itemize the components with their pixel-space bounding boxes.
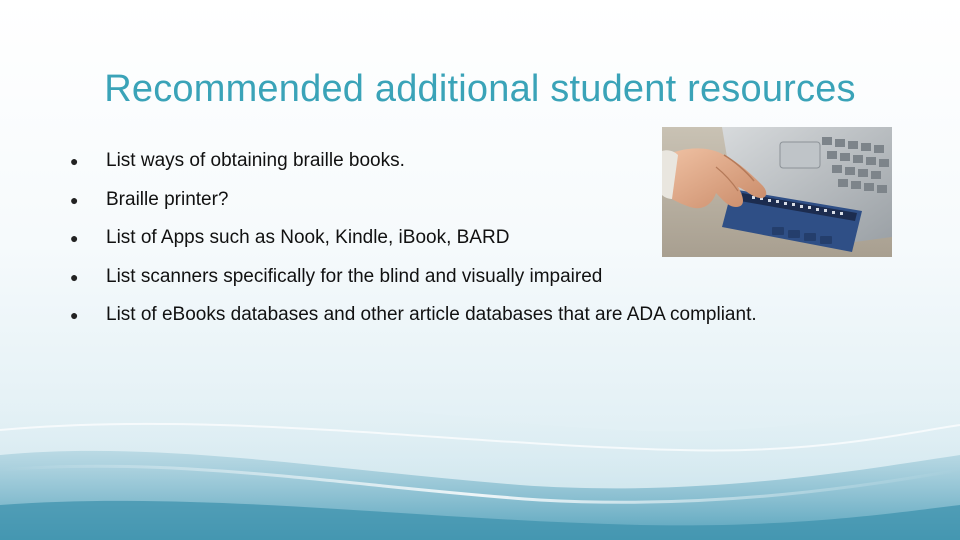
bullet-text: List scanners specifically for the blind and visually impaired (106, 265, 603, 287)
bullet-text: List of eBooks databases and other article databases that are ADA compliant. (106, 304, 757, 325)
bullet-icon: ● (70, 153, 79, 169)
bullet-text: List of Apps such as Nook, Kindle, iBook, BARD (106, 227, 510, 248)
bullet-text: Braille printer? (106, 188, 229, 210)
list-item (66, 296, 836, 335)
slide-title: Recommended additional student resources (104, 68, 856, 110)
bullet-icon: ● (70, 268, 79, 285)
bullet-text: List ways of obtaining braille books. (106, 150, 405, 171)
bullet-icon: ● (70, 307, 79, 323)
bullet-icon: ● (70, 230, 79, 246)
braille-display-photo (662, 127, 892, 257)
list-item (66, 258, 836, 297)
bullet-icon: ● (70, 191, 79, 208)
